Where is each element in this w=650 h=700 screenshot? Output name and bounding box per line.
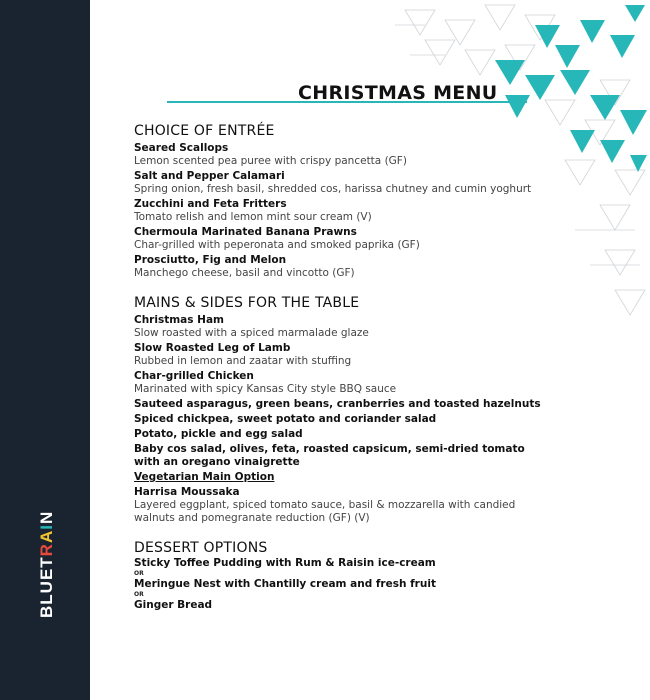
item-name: Chermoula Marinated Banana Prawns [134,226,357,238]
menu-item [134,226,554,252]
item-name: Harrisa Moussaka [134,486,240,498]
brand-logo-wordmark [28,490,62,620]
dessert-section [134,539,554,612]
menu-item [134,486,554,525]
item-description: Lemon scented pea puree with crispy pancetta (GF) [134,155,407,167]
item-name: Prosciutto, Fig and Melon [134,254,287,266]
side-dish-name: Sauteed asparagus, green beans, cranberries and toasted hazelnuts [134,398,541,410]
menu-item [134,370,554,396]
side-dish [134,413,554,426]
vegetarian-option-label: Vegetarian Main Option [134,471,275,483]
item-name: Char-grilled Chicken [134,370,254,382]
vegetarian-label [134,471,554,484]
dessert-item [134,557,554,570]
menu-item [134,314,554,340]
menu-title: CHRISTMAS MENU [298,82,498,104]
item-name: Zucchini and Feta Fritters [134,198,287,210]
menu-item [134,254,554,280]
item-name: Meringue Nest with Chantilly cream and fresh fruit [134,578,436,590]
dessert-heading: DESSERT OPTIONS [134,540,268,556]
entree-heading: CHOICE OF ENTRÉE [134,123,275,139]
side-dish [134,428,554,441]
dessert-item [134,599,554,612]
menu-content [134,122,554,626]
mains-heading: MAINS & SIDES FOR THE TABLE [134,295,360,311]
side-dish [134,443,554,469]
sidebar [0,0,90,700]
item-name: Seared Scallops [134,142,229,154]
item-description: Tomato relish and lemon mint sour cream (V) [134,211,372,223]
side-dish-name: Potato, pickle and egg salad [134,428,303,440]
item-description: Marinated with spicy Kansas City style BBQ sauce [134,383,397,395]
entree-section [134,122,554,280]
menu-item [134,342,554,368]
item-description: Layered eggplant, spiced tomato sauce, basil & mozzarella with candied walnuts and pomegranate reduction (GF) (V) [134,499,516,524]
side-dish [134,398,554,411]
side-dish-name: Baby cos salad, olives, feta, roasted capsicum, semi-dried tomato with an oregano vinaigrette [134,443,525,468]
item-description: Slow roasted with a spiced marmalade glaze [134,327,369,339]
svg-text:BLUETRAIN: BLUETRAIN [37,510,56,618]
side-dish-name: Spiced chickpea, sweet potato and coriander salad [134,413,437,425]
or-separator: OR [134,591,144,598]
item-name: Sticky Toffee Pudding with Rum & Raisin ice-cream [134,557,436,569]
item-name: Slow Roasted Leg of Lamb [134,342,291,354]
dessert-item [134,578,554,591]
item-description: Rubbed in lemon and zaatar with stuffing [134,355,352,367]
menu-item [134,198,554,224]
menu-item [134,142,554,168]
item-description: Spring onion, fresh basil, shredded cos, harissa chutney and cumin yoghurt [134,183,532,195]
item-name: Christmas Ham [134,314,224,326]
or-separator: OR [134,570,144,577]
item-description: Char-grilled with peperonata and smoked paprika (GF) [134,239,420,251]
item-name: Ginger Bread [134,599,213,611]
menu-item [134,170,554,196]
mains-section [134,294,554,525]
item-name: Salt and Pepper Calamari [134,170,285,182]
item-description: Manchego cheese, basil and vincotto (GF) [134,267,355,279]
brand-logo [28,490,62,620]
